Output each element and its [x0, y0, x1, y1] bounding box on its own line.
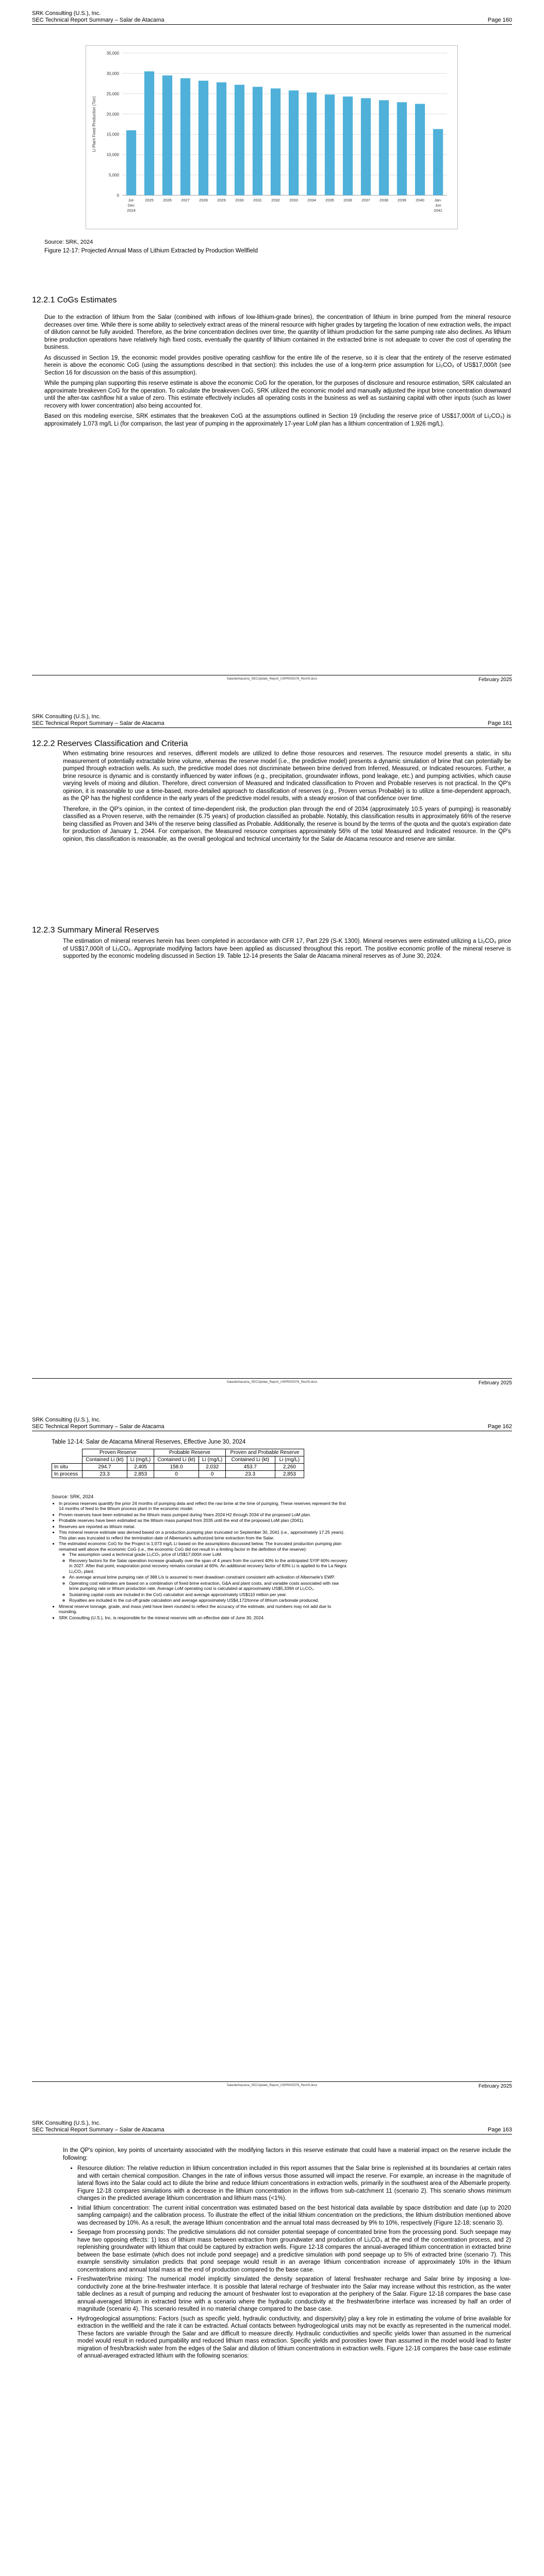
column-header: Li (mg/L) [127, 1456, 154, 1464]
bar [415, 104, 425, 195]
paragraph: While the pumping plan supporting this reserve estimate is above the economic CoG for the operation, for the purposes of disclosure and resource estimation, SRK calculated an approximate breakeven CoG for the operation. To calculate the breakeven CoG, SRK utilized the economic model and manually adjusted the input brine concentration downward until the after-tax cashflow hit a value of zero. This estimate effectively includes all operating costs in the business as well as sustaining capital with other inputs (such as lower recovery with lower concentration) also being accounted for. [44, 380, 511, 409]
column-group-header: Proven and Probable Reserve [225, 1449, 304, 1456]
bar [343, 96, 353, 195]
list-item: • Resource dilution: The relative reduction in lithium concentration included in this report assumes that the Salar brine is replenished at its boundaries at certain rates and with certain chemical composition. Changes in the rate of inflows versus those assumed will impact the reserve. For example, an increase in the magnitude of lateral flows into the Salar could act to dilute the brine and reduce lithium concentrations in extraction wells, primarily in the southwest area of the Albemarle property. Figure 12-18 compares simulations with a decrease in the lithium concentration in the inflows from sub-catchment 11 (scenario 2). This scenario shows minimum changes in the predicted average lithium concentration and lithium mass (<1%). [77, 2165, 511, 2202]
y-tick-label: 5,000 [108, 173, 119, 178]
bar [397, 102, 407, 195]
section-title: 12.2.3 Summary Mineral Reserves [32, 926, 159, 935]
table-subheader-row [52, 1456, 304, 1464]
table-cell: 0 [154, 1471, 199, 1478]
bar [235, 85, 244, 195]
page-3 [0, 1406, 544, 2110]
bar [325, 94, 335, 195]
x-tick-label: 2037 [361, 198, 370, 202]
bar [180, 78, 190, 195]
x-tick-label: 2041 [434, 208, 442, 213]
header-company: SRK Consulting (U.S.), Inc. [32, 1417, 101, 1423]
header-company: SRK Consulting (U.S.), Inc. [32, 2120, 101, 2126]
y-tick-label: 30,000 [106, 71, 119, 76]
y-tick-label: 35,000 [106, 51, 119, 56]
y-tick-label: 0 [117, 193, 119, 198]
x-tick-label: Dec [127, 203, 135, 208]
table-row [52, 1464, 304, 1471]
subnote-item: ◦ Sustaining capital costs are included in the CoG calculation and average approximately US$110 million per year. [69, 1592, 348, 1598]
table-cell: 2,032 [199, 1464, 226, 1471]
x-tick-label: Jan- [434, 198, 442, 202]
page-number: Page 160 [487, 17, 512, 23]
subnote-item: ◦ An average annual brine pumping rate of 388 L/s is assumed to meet drawdown constraint consistent with activation of Albemarle's EWP. [69, 1574, 348, 1580]
column-header: Li (mg/L) [275, 1456, 304, 1464]
table-cell: 453.7 [225, 1464, 275, 1471]
paragraph: Due to the extraction of lithium from the Salar (combined with inflows of low-lithium-grade brines), the concentration of lithium in brine pumped from the mineral resource decreases over time. While there is some ability to selectively extract areas of the mineral resource with higher grades by targeting the location of new extraction wells, the impact of dilution cannot be fully avoided. Therefore, as the brine concentration declines over time, the quantity of lithium production for the same pumping rate also declines. As lithium brine production operations have relatively high fixed costs, eventually the quantity of lithium contained in the extracted brine is not adequate to cover the cost of operating the business. [44, 314, 511, 350]
header-report: SEC Technical Report Summary – Salar de Atacama [32, 720, 164, 726]
subnote-item: ◦ The assumption used a technical grade Li₂CO₃ price of US$17,000/t over LoM. [69, 1552, 348, 1557]
x-tick-label: 2035 [325, 198, 334, 202]
paragraph: Therefore, in the QP's opinion, in the context of time-dependent risk, the production plan through the end of 2034 (approximately 10.5 years of pumping) is reasonably classified as a Proven reserve, with the remainder (6.75 years) of production classified as probable. Notably, this classification results in approximately 66% of the reserve being classified as Proven and 34% of the reserve being classified as Probable. Additionally, the reserve is bound by the terms of the quota and the quota's expiration date for production of January 1, 2044. For comparison, the Measured resource comprises approximately 56% of the total Measured and Indicated resource. In the QP's opinion, this classification is reasonable, as the overall geological and technical uncertainty for the Salar de Atacama resource and reserve are similar. [63, 806, 511, 842]
footer-date: February 2025 [478, 1380, 512, 1386]
note-item [59, 1541, 348, 1603]
list-item: • Hydrogeological assumptions: Factors (such as specific yield, hydraulic conductivity, and dispersivity) play a key role in estimating the volume of brine available for extraction in the wellfield and the rate it can be extracted. Actual contacts between hydrogeological units may not be exactly as represented in the numerical model. These factors are variable through the Salar and are difficult to measure directly. Hydraulic conductivities and specific yields lower than assumed in the numerical model would result in reduced pumpability and reduced lithium mass extraction. Specific yields and porosities lower than assumed in the model would lead to faster migration of fresh/brackish water from the edges of the Salar and dilution of lithium concentrations in extraction wells. Figure 12-18 compares the base case estimate of annual-averaged extracted lithium with the following scenarios: [77, 2315, 511, 2360]
x-tick-label: 2034 [307, 198, 316, 202]
column-group-header: Probable Reserve [154, 1449, 225, 1456]
table-cell: 2,853 [127, 1471, 154, 1478]
column-header: Li (mg/L) [199, 1456, 226, 1464]
page-number: Page 162 [487, 1423, 512, 1430]
paragraph: In the QP's opinion, key points of uncertainty associated with the modifying factors in this reserve estimate that could have a material impact on the reserve include the following: [63, 2147, 511, 2161]
bar [126, 130, 136, 195]
table-corner-cell [52, 1449, 83, 1464]
bar [217, 82, 226, 195]
note-item: • Proven reserves have been estimated as the lithium mass pumped during Years 2024 H2 through 2034 of the proposed LoM plan. [59, 1512, 348, 1518]
section-body [44, 314, 511, 431]
row-label: In process [52, 1471, 83, 1478]
footer-date: February 2025 [478, 677, 512, 683]
x-tick-label: 2029 [217, 198, 226, 202]
bar [144, 71, 154, 195]
x-tick-label: 2032 [271, 198, 280, 202]
y-tick-label: 10,000 [106, 152, 119, 158]
bar [162, 75, 172, 195]
y-tick-label: 15,000 [106, 132, 119, 137]
table-cell: 294.7 [82, 1464, 127, 1471]
paragraph: Based on this modeling exercise, SRK estimates that the breakeven CoG at the assumptions outlined in Section 19 (including the reserve price of US$17,000/t of Li₂CO₃) is approximately 1,073 mg/L Li (for comparison, the last year of pumping in the approximately 17-year LoM plan has a lithium concentration of 1,926 mg/L). [44, 413, 511, 427]
subnote-item: ◦ Royalties are included in the cut-off grade calculation and average approximately US$4,172/tonne of lithium carbonate produced. [69, 1598, 348, 1603]
x-tick-label: 2025 [145, 198, 154, 202]
table-source: Source: SRK, 2024 [52, 1494, 94, 1500]
bar [271, 89, 281, 195]
footer-divider [32, 2081, 512, 2082]
list-item: • Seepage from processing ponds: The predictive simulations did not consider potential seepage of concentrated brine from the processing pond. Such seepage may have two opposing effects: 1) loss of lithium mass between extraction from groundwater and production of Li₂CO₃ at the end of the concentration process, and 2) replenishing groundwater with lithium that could be captured by extraction wells. Figure 12-18 compares the annual-averaged lithium concentration in extracted brine between the base estimate (which does not include pond seepage) and a predictive simulation with pond seepage up to 5% of extracted brine (scenario 7). This example sensitivity simulation predicts that pond seepage would result in an average lithium concentration increase of approximately 10% in the lithium concentrations and annual total mass at the end of production compared to the base case. [77, 2229, 511, 2274]
table-title: Table 12-14: Salar de Atacama Mineral Reserves, Effective June 30, 2024 [52, 1439, 246, 1445]
note-item: • SRK Consulting (U.S.), Inc. is responsible for the mineral reserves with an effective date of June 30, 2024. [59, 1615, 348, 1621]
footer-date: February 2025 [478, 2083, 512, 2089]
x-tick-label: 2038 [380, 198, 388, 202]
bar [379, 100, 389, 195]
page-header [32, 2120, 512, 2133]
page-4 [0, 2110, 544, 2576]
footer-filename: SalardeAtacama_SECUpdate_Report_USPR002576_Rev00.docx [226, 2084, 318, 2087]
x-tick-label: 2040 [416, 198, 424, 202]
header-report: SEC Technical Report Summary – Salar de Atacama [32, 17, 164, 23]
note-item: • Probable reserves have been estimated as the lithium mass pumped from 2035 until the end of the proposed LoM plan (2041). [59, 1518, 348, 1523]
lithium-mass-bar-chart [86, 46, 457, 229]
header-divider [32, 24, 512, 25]
table-cell: 0 [199, 1471, 226, 1478]
table-cell: 158.0 [154, 1464, 199, 1471]
x-tick-label: Jun [435, 203, 441, 208]
note-item: • Mineral reserve tonnage, grade, and mass yield have been rounded to reflect the accuracy of the estimate, and numbers may not add due to rounding. [59, 1604, 348, 1615]
page-header [32, 10, 512, 24]
x-tick-label: 2024 [127, 208, 136, 213]
note-text: The estimated economic CoG for the Project is 1,073 mg/L Li based on the assumptions discussed below. The truncated production pumping plan remained well above the economic CoG (i.e., the economic CoG did not result in a limiting factor in the definition of the reserve): [59, 1541, 342, 1552]
y-tick-label: 20,000 [106, 112, 119, 117]
subnote-item: ◦ Recovery factors for the Salar operation increase gradually over the span of 4 years from the current 40% to the anticipated SYIP 60% recovery in 2027. After that point, evaporation pond recovery remains constant at 60%. An additional recovery factor of 83% Li is applied to the La Negra Li₂CO₃ plant. [69, 1558, 348, 1574]
table-notes [52, 1495, 348, 1621]
column-group-header: Proven Reserve [82, 1449, 154, 1456]
page-header [32, 1417, 512, 1430]
x-tick-label: 2028 [199, 198, 208, 202]
header-report: SEC Technical Report Summary – Salar de Atacama [32, 2127, 164, 2133]
section-title: 12.2.1 CoGs Estimates [32, 296, 117, 304]
list-item: • Initial lithium concentration: The current initial concentration was estimated based on the best historical data available by space distribution and date (up to 2020 sampling campaign) and the calibration process. To illustrate the effect of the initial lithium concentration on the predictions, the lithium distribution mentioned above was decreased by 10%. As a result, the average lithium concentration and the annual total mass decreased by 9% to 10%, respectively (Figure 12-18; scenario 3). [77, 2205, 511, 2227]
mineral-reserves-table [52, 1449, 304, 1478]
header-company: SRK Consulting (U.S.), Inc. [32, 714, 101, 720]
footer-divider [32, 1378, 512, 1379]
x-tick-label: Jul- [128, 198, 135, 202]
row-label: In situ [52, 1464, 83, 1471]
page-number: Page 163 [487, 2127, 512, 2133]
x-tick-label: 2039 [398, 198, 406, 202]
note-item: • Reserves are reported as lithium metal. [59, 1524, 348, 1530]
section-body [63, 750, 511, 846]
table-row [52, 1471, 304, 1478]
table-cell: 23.3 [225, 1471, 275, 1478]
x-tick-label: 2030 [235, 198, 244, 202]
header-divider [32, 727, 512, 728]
x-tick-label: 2033 [289, 198, 298, 202]
section-body [63, 2147, 511, 2362]
figure-caption: Figure 12-17: Projected Annual Mass of Lithium Extracted by Production Wellfield [44, 248, 258, 254]
list-item: • Freshwater/brine mixing: The numerical model implicitly simulated the density separation of lateral freshwater recharge and Salar brine by imposing a low-conductivity zone at the brine-freshwater interface. It is possible that lateral recharge of freshwater into the Salar may increase without this restriction, as the water table declines as a result of pumping and reducing the amount of freshwater lost to evaporation at the periphery of the Salar. Figure 12-18 compares the base case annual-averaged lithium in extracted brine with a scenario where the hydraulic conductivity at the freshwater/brine interface was increased by half an order of magnitude (scenario 4). This scenario resulted in no material change compared to the base case. [77, 2276, 511, 2313]
paragraph: The estimation of mineral reserves herein has been completed in accordance with CFR 17, Part 229 (S-K 1300). Mineral reserves were estimated utilizing a Li₂CO₃ price of US$17,000/t of Li₂CO₃. Appropriate modifying factors have been applied as discussed throughout this report. The positive economic profile of the mineral reserve is supported by the economic modeling discussed in Section 19. Table 12-14 presents the Salar de Atacama mineral reserves as of June 30, 2024. [63, 938, 511, 959]
x-tick-label: 2026 [163, 198, 172, 202]
page-1 [0, 0, 544, 703]
note-item: • This mineral reserve estimate was derived based on a production pumping plan truncated on September 30, 2041 (i.e., approximately 17.25 years). This plan was truncated to reflect the termination date of Albemarle's authorized brine extraction from the Salar. [59, 1530, 348, 1540]
table-cell: 23.3 [82, 1471, 127, 1478]
page-2 [0, 703, 544, 1406]
table-cell: 2,260 [275, 1464, 304, 1471]
footer-filename: SalardeAtacama_SECUpdate_Report_USPR002576_Rev00.docx [226, 1381, 318, 1384]
column-header: Contained Li (kt) [154, 1456, 199, 1464]
y-tick-label: 25,000 [106, 91, 119, 96]
subnotes-list [59, 1552, 348, 1603]
page-header [32, 714, 512, 727]
bar [433, 129, 443, 195]
bar [289, 91, 299, 195]
table-header-row [52, 1449, 304, 1456]
note-item: • In process reserves quantify the prior 24 months of pumping data and reflect the raw brine at the time of pumping. These reserves represent the first 14 months of feed to the lithium process plant in the economic model. [59, 1501, 348, 1512]
bar [253, 87, 262, 195]
section-title: 12.2.2 Reserves Classification and Criteria [32, 739, 188, 748]
header-report: SEC Technical Report Summary – Salar de Atacama [32, 1423, 164, 1430]
figure-chart-frame [86, 45, 458, 229]
uncertainty-list [63, 2165, 511, 2360]
footer-filename: SalardeAtacama_SECUpdate_Report_USPR002576_Rev00.docx [226, 677, 318, 681]
table-cell: 2,853 [275, 1471, 304, 1478]
x-tick-label: 2036 [343, 198, 352, 202]
x-tick-label: 2027 [181, 198, 190, 202]
figure-source: Source: SRK, 2024 [44, 239, 93, 245]
bar [199, 81, 208, 195]
column-header: Contained Li (kt) [82, 1456, 127, 1464]
notes-list [52, 1501, 348, 1621]
page-number: Page 161 [487, 720, 512, 726]
paragraph: As discussed in Section 19, the economic model provides positive operating cashflow for the entire life of the reserve, so it is clear that the entirety of the reserve estimated herein is above the economic CoG (using the assumptions described in that section): this includes the use of a long-term price assumption for Li₂CO₃ of US$17,000/t (see Section 16 for discussion on the basis of this assumption). [44, 354, 511, 376]
section-body [63, 938, 511, 963]
x-tick-label: 2031 [253, 198, 262, 202]
subnote-item: ◦ Operating cost estimates are based on a combination of fixed brine extraction, G&A and plant costs, and variable costs associated with raw brine pumping rate or lithium production rate. Average LoM operating cost is calculated at approximately US$5,339/t of Li₂CO₃. [69, 1581, 348, 1591]
y-axis-title: Li Plant Feed Production (Ton) [92, 96, 96, 152]
paragraph: When estimating brine resources and reserves, different models are utilized to define those resources and reserves. The resource model presents a static, in situ measurement of potentially extractable brine volume, whereas the reserve model (i.e., the predictive model) presents a dynamic simulation of brine that can potentially be pumped through extraction wells. As such, the predictive model does not discriminate between brine derived from Inferred, Measured, or Indicated resources. Further, a brine resource is dynamic and is constantly influenced by water inflows (e.g., precipitation, groundwater inflows, pond leakage, etc.) and pumping activities, which cause varying levels of mixing and dilution. Therefore, direct conversion of Measured and Indicated classification to Proven and Probable reserves is not practical. In the QP's opinion, it is reasonable to use a time-based, more-detailed approach to classification of reserves (e.g., Proven versus Probable) is to utilize a time-dependent approach, as the QP has the highest confidence in the early years of the predictive model results, with a steady erosion of that confidence over time. [63, 751, 511, 802]
column-header: Contained Li (kt) [225, 1456, 275, 1464]
bar [307, 92, 317, 195]
bar [361, 98, 371, 195]
table-cell: 2,405 [127, 1464, 154, 1471]
header-company: SRK Consulting (U.S.), Inc. [32, 10, 101, 16]
